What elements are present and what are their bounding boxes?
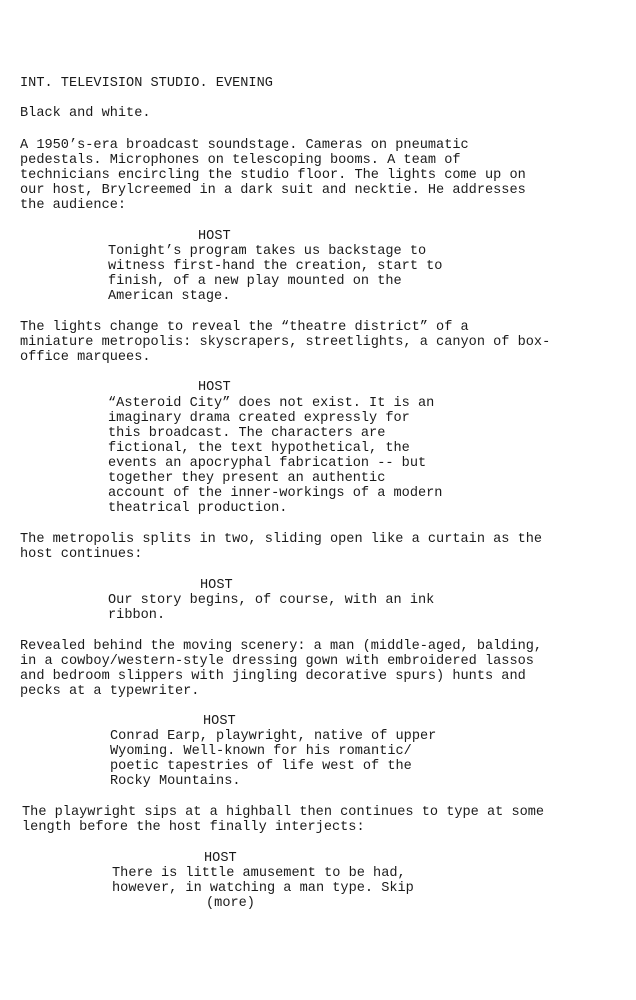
character-name: HOST [203, 714, 236, 729]
action-line: length before the host finally interjects: [22, 820, 365, 835]
more-continuation: (more) [206, 896, 255, 911]
dialogue-line: Our story begins, of course, with an ink [108, 593, 435, 608]
action-line: Revealed behind the moving scenery: a man (middle-aged, balding, [20, 639, 543, 654]
dialogue-line: imaginary drama created expressly for [108, 411, 410, 426]
dialogue-line: together they present an authentic [108, 471, 386, 486]
dialogue-line: “Asteroid City” does not exist. It is an [108, 396, 435, 411]
dialogue-line: Conrad Earp, playwright, native of upper [110, 729, 437, 744]
action-line: pecks at a typewriter. [20, 684, 200, 699]
action-line: The playwright sips at a highball then continues to type at some [22, 805, 545, 820]
dialogue-line: Rocky Mountains. [110, 774, 241, 789]
dialogue-line: Wyoming. Well-known for his romantic/ [110, 744, 412, 759]
dialogue-line: ribbon. [108, 608, 166, 623]
action-line: host continues: [20, 547, 143, 562]
character-name: HOST [198, 380, 231, 395]
character-name: HOST [204, 851, 237, 866]
dialogue-line: witness first-hand the creation, start to [108, 259, 443, 274]
action-line: Black and white. [20, 106, 151, 121]
action-line: technicians encircling the studio floor. The lights come up on [20, 168, 526, 183]
action-line: in a cowboy/western-style dressing gown with embroidered lassos [20, 654, 534, 669]
action-line: office marquees. [20, 350, 151, 365]
dialogue-line: poetic tapestries of life west of the [110, 759, 412, 774]
action-line: The lights change to reveal the “theatre district” of a [20, 320, 469, 335]
dialogue-line: however, in watching a man type. Skip [112, 881, 414, 896]
dialogue-line: Tonight’s program takes us backstage to [108, 244, 427, 259]
action-line: pedestals. Microphones on telescoping booms. A team of [20, 153, 461, 168]
character-name: HOST [200, 578, 233, 593]
character-name: HOST [198, 229, 231, 244]
dialogue-line: fictional, the text hypothetical, the [108, 441, 410, 456]
dialogue-line: theatrical production. [108, 501, 288, 516]
dialogue-line: this broadcast. The characters are [108, 426, 386, 441]
action-line: A 1950’s-era broadcast soundstage. Cameras on pneumatic [20, 138, 469, 153]
action-line: and bedroom slippers with jingling decorative spurs) hunts and [20, 669, 526, 684]
action-line: our host, Brylcreemed in a dark suit and necktie. He addresses [20, 183, 526, 198]
dialogue-line: account of the inner-workings of a modern [108, 486, 443, 501]
action-line: the audience: [20, 198, 127, 213]
scene-heading: INT. TELEVISION STUDIO. EVENING [20, 76, 273, 91]
action-line: The metropolis splits in two, sliding open like a curtain as the [20, 532, 543, 547]
dialogue-line: finish, of a new play mounted on the [108, 274, 402, 289]
dialogue-line: There is little amusement to be had, [112, 866, 406, 881]
dialogue-line: American stage. [108, 289, 231, 304]
dialogue-line: events an apocryphal fabrication -- but [108, 456, 427, 471]
action-line: miniature metropolis: skyscrapers, streetlights, a canyon of box- [20, 335, 551, 350]
